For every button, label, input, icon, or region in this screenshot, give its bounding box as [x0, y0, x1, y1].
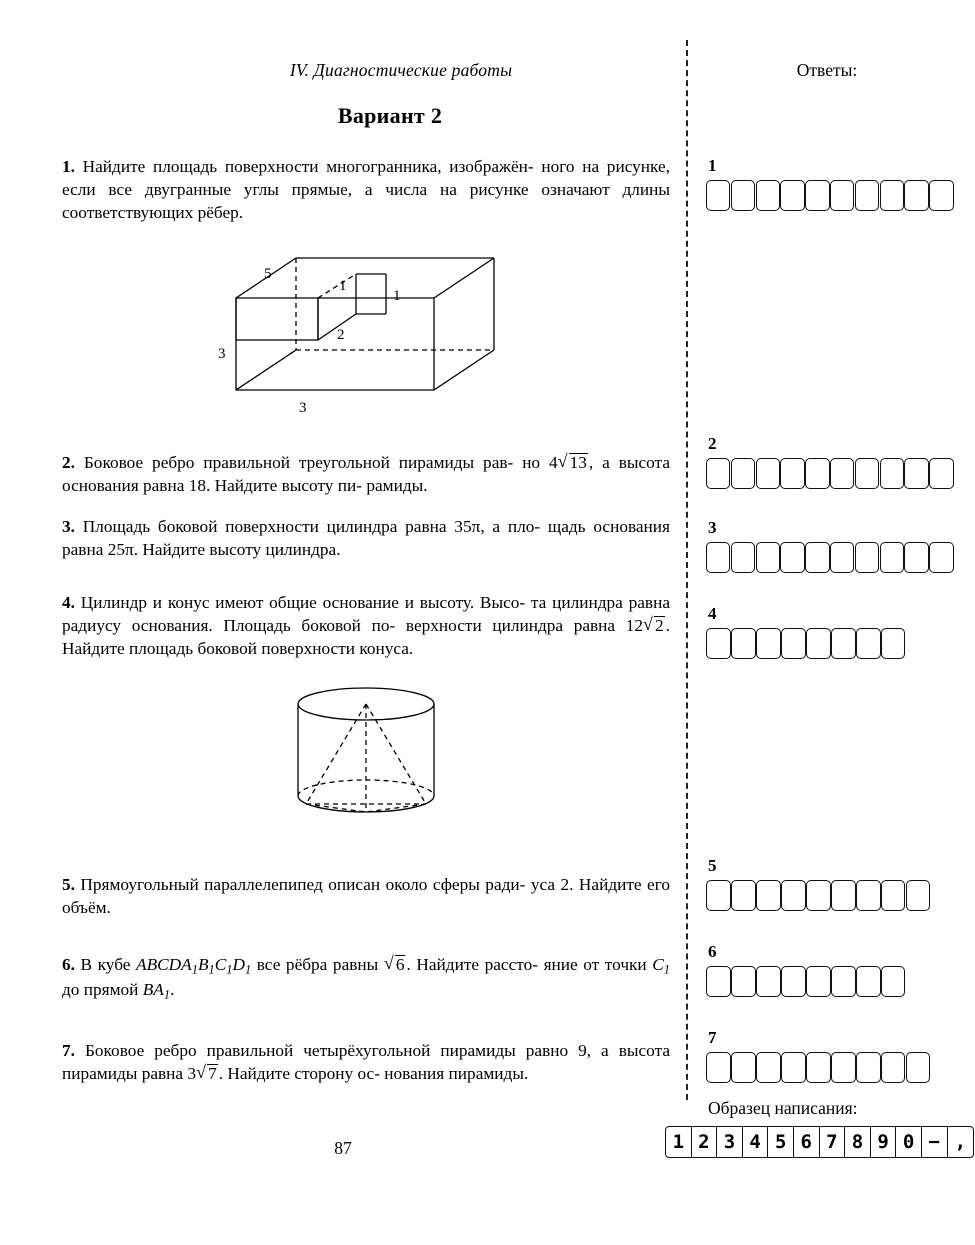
- task-7-number: 7.: [62, 1041, 75, 1061]
- answer-label-5: 5: [708, 856, 717, 875]
- task-5-line2: уса 2. Найдите его объём.: [62, 875, 670, 917]
- prism-label-1a: 1: [339, 278, 347, 294]
- answer-cell[interactable]: [929, 180, 953, 211]
- answer-cell[interactable]: [831, 966, 856, 997]
- task-7-line2b: . Найдите сторону ос-: [218, 1064, 380, 1084]
- answer-label-7: 7: [708, 1028, 717, 1047]
- task-4-line2: та цилиндра равна радиусу основания. Площадь боковой по-: [62, 593, 670, 635]
- task-7-line1: Боковое ребро правильной четырёхугольной пирамиды: [84, 1041, 516, 1061]
- cube-sub-4: 1: [244, 962, 252, 977]
- answer-cell[interactable]: [781, 880, 806, 911]
- answer-cell[interactable]: [880, 458, 904, 489]
- sample-digit: 6: [794, 1127, 820, 1157]
- answer-block-6: [706, 942, 954, 997]
- task-5-line1: Прямоугольный параллелепипед описан около сферы ради-: [80, 875, 526, 894]
- sample-digit: 8: [845, 1127, 871, 1157]
- task-2-line3: рамиды.: [366, 476, 428, 495]
- answer-cell[interactable]: [780, 180, 804, 211]
- page-number: 87: [334, 1138, 352, 1158]
- task-2-line1: Боковое ребро правильной треугольной пирамиды рав-: [83, 453, 514, 472]
- task-6-number: 6.: [62, 955, 75, 974]
- answer-boxes-2[interactable]: [706, 458, 954, 489]
- answer-cell[interactable]: [756, 628, 781, 659]
- answer-cell[interactable]: [906, 1052, 931, 1083]
- answer-cell[interactable]: [731, 180, 755, 211]
- answer-cell[interactable]: [855, 542, 879, 573]
- sample-label: Образец написания:: [708, 1098, 858, 1118]
- figure-prism-with-notch: [62, 240, 670, 425]
- sample-digit: −: [922, 1127, 948, 1157]
- task-3-line2: щадь основания равна 25π. Найдите высоту цилиндра.: [62, 517, 671, 559]
- answer-cell[interactable]: [780, 542, 804, 573]
- answer-boxes-5[interactable]: [706, 880, 954, 911]
- sqrt-7: [196, 1062, 219, 1085]
- task-7: [62, 1039, 670, 1085]
- task-6-text-b: все рёбра равны: [251, 955, 384, 974]
- answer-cell[interactable]: [756, 458, 780, 489]
- sqrt-2: [643, 614, 666, 637]
- answer-block-4: [706, 604, 954, 659]
- sample-digit: 0: [896, 1127, 922, 1157]
- sample-digit: 4: [743, 1127, 769, 1157]
- sample-digit: ,: [954, 1130, 967, 1153]
- task-2-line2b: , а высота основания равна 18. Найдите высоту пи-: [62, 453, 670, 495]
- point-c: C: [652, 955, 664, 974]
- answer-cell[interactable]: [806, 628, 831, 659]
- left-column: [62, 46, 670, 1085]
- task-2-line2a: но 4: [522, 453, 558, 472]
- answer-cell[interactable]: [731, 628, 756, 659]
- task-1-number: 1.: [62, 157, 75, 176]
- answer-cell[interactable]: [781, 966, 806, 997]
- answer-cell[interactable]: [706, 1052, 731, 1083]
- answer-label-3: 3: [708, 518, 717, 537]
- task-5: [62, 873, 670, 919]
- answer-cell[interactable]: [855, 458, 879, 489]
- answer-cell[interactable]: [731, 1052, 756, 1083]
- answers-title: Ответы:: [796, 60, 858, 80]
- task-4: [62, 591, 670, 660]
- answer-cell[interactable]: [756, 880, 781, 911]
- task-6-text-f: .: [170, 980, 175, 1000]
- answer-cell[interactable]: [881, 966, 906, 997]
- task-5-number: 5.: [62, 875, 75, 894]
- answer-cell[interactable]: [904, 458, 928, 489]
- answer-cell[interactable]: [881, 628, 906, 659]
- task-6-text-e: до прямой: [62, 980, 143, 1000]
- answers-column: [672, 46, 967, 1153]
- sample-digits-row: [665, 1126, 974, 1158]
- task-1: [62, 155, 670, 224]
- answer-cell[interactable]: [880, 542, 904, 573]
- answer-cell[interactable]: [706, 542, 730, 573]
- cube-sub-3: 1: [226, 962, 233, 977]
- answer-cell[interactable]: [706, 180, 730, 211]
- sqrt-13: [558, 451, 589, 474]
- sample-digit: 1: [666, 1127, 692, 1157]
- answer-boxes-1[interactable]: [706, 180, 954, 211]
- page-title: Вариант 2: [337, 103, 443, 128]
- task-4-line3: верхности цилиндра равна 12: [405, 616, 644, 635]
- cube-sub-2: 1: [208, 962, 215, 977]
- sample-digit: 9: [871, 1127, 897, 1157]
- answer-block-1: [706, 156, 954, 211]
- answer-cell[interactable]: [806, 1052, 831, 1083]
- answer-cell[interactable]: [781, 628, 806, 659]
- task-4-line1: Цилиндр и конус имеют общие основание и высоту. Высо-: [80, 593, 526, 612]
- answer-cell[interactable]: [806, 880, 831, 911]
- dashed-divider: [686, 40, 688, 1100]
- answer-cell[interactable]: [756, 1052, 781, 1083]
- task-7-line3: нования пирамиды.: [384, 1064, 529, 1084]
- answer-cell[interactable]: [831, 628, 856, 659]
- answer-block-5: [706, 856, 954, 911]
- task-6-text-d: яние от точки: [543, 955, 653, 974]
- answer-cell[interactable]: [805, 542, 829, 573]
- answer-cell[interactable]: [855, 180, 879, 211]
- task-3: [62, 515, 670, 561]
- answer-block-3: [706, 518, 954, 573]
- sqrt-7-radicand: 7: [208, 1064, 217, 1084]
- prism-label-3a: 3: [218, 346, 226, 362]
- task-7-line2: равно 9, а высота пирамиды равна 3: [62, 1041, 671, 1084]
- prism-label-2: 2: [337, 327, 345, 343]
- answer-cell[interactable]: [731, 458, 755, 489]
- answer-boxes-3[interactable]: [706, 542, 954, 573]
- answer-label-6: 6: [708, 942, 717, 961]
- answer-cell[interactable]: [830, 180, 854, 211]
- answer-cell[interactable]: [731, 966, 756, 997]
- answer-cell[interactable]: [706, 628, 731, 659]
- answer-cell[interactable]: [781, 1052, 806, 1083]
- answer-cell[interactable]: [830, 542, 854, 573]
- answer-block-2: [706, 434, 954, 489]
- answer-cell[interactable]: [856, 628, 881, 659]
- answer-boxes-6[interactable]: [706, 966, 954, 997]
- cube-name-c: C: [214, 955, 227, 974]
- answer-cell[interactable]: [904, 180, 928, 211]
- answer-cell[interactable]: [706, 458, 730, 489]
- answer-cell[interactable]: [805, 458, 829, 489]
- answer-cell[interactable]: [881, 1052, 906, 1083]
- task-1-line3: на рисунке означают длины соответствующих рёбер.: [62, 180, 670, 222]
- answer-cell[interactable]: [929, 542, 953, 573]
- sample-digit: 3: [717, 1127, 743, 1157]
- answer-boxes-7[interactable]: [706, 1052, 954, 1083]
- answer-cell[interactable]: [831, 1052, 856, 1083]
- task-1-line1: Найдите площадь поверхности многогранника, изображён-: [82, 157, 534, 176]
- task-2: [62, 451, 670, 497]
- answer-cell[interactable]: [780, 458, 804, 489]
- sqrt-6-radicand: 6: [395, 955, 405, 974]
- answer-cell[interactable]: [805, 180, 829, 211]
- answer-block-7: [706, 1028, 954, 1083]
- cylinder-cone-svg: [236, 678, 496, 838]
- sqrt-6: [384, 953, 407, 976]
- point-c-sub: 1: [663, 962, 670, 977]
- task-2-number: 2.: [62, 453, 75, 472]
- answer-cell[interactable]: [929, 458, 953, 489]
- answer-cell[interactable]: [830, 458, 854, 489]
- task-3-line1: Площадь боковой поверхности цилиндра равна 35π, а пло-: [82, 517, 541, 536]
- line-ba-sub: 1: [163, 987, 171, 1002]
- cube-name: ABCDA: [136, 955, 192, 974]
- task-3-number: 3.: [62, 517, 75, 536]
- answer-cell[interactable]: [756, 966, 781, 997]
- task-6-text-c: . Найдите рассто-: [406, 955, 538, 974]
- task-6: [62, 953, 670, 1003]
- figure-cylinder-cone: [62, 678, 670, 843]
- sample-digit: 5: [768, 1127, 794, 1157]
- answer-cell[interactable]: [706, 966, 731, 997]
- answer-cell[interactable]: [856, 1052, 881, 1083]
- sqrt-2-radicand: 2: [655, 616, 664, 635]
- answer-cell[interactable]: [881, 880, 906, 911]
- prism-label-1b: 1: [393, 288, 401, 304]
- answer-cell[interactable]: [906, 880, 931, 911]
- task-4-line3b: . Найдите площадь боковой: [62, 616, 670, 658]
- answer-cell[interactable]: [856, 966, 881, 997]
- prism-label-5: 5: [264, 266, 272, 282]
- prism-svg: [196, 240, 536, 420]
- answer-cell[interactable]: [856, 880, 881, 911]
- answer-cell[interactable]: [756, 180, 780, 211]
- cube-name-b: B: [197, 955, 209, 974]
- answer-boxes-4[interactable]: [706, 628, 954, 659]
- answer-cell[interactable]: [880, 180, 904, 211]
- answer-cell[interactable]: [904, 542, 928, 573]
- task-4-line4: поверхности конуса.: [261, 639, 414, 658]
- prism-label-3b: 3: [299, 400, 307, 416]
- answer-label-1: 1: [708, 156, 717, 175]
- answer-label-4: 4: [708, 604, 717, 623]
- task-1-line2: ного на рисунке, если все двугранные углы прямые, а числа: [62, 157, 670, 199]
- answer-cell[interactable]: [831, 880, 856, 911]
- answer-cell[interactable]: [706, 880, 731, 911]
- running-head: IV. Диагностические работы: [289, 60, 513, 80]
- sample-digit: 2: [692, 1127, 718, 1157]
- cube-name-d: D: [232, 955, 245, 974]
- task-4-number: 4.: [62, 593, 75, 612]
- line-ba: BA: [142, 980, 164, 1000]
- answer-label-2: 2: [708, 434, 717, 453]
- answer-cell[interactable]: [731, 880, 756, 911]
- task-6-text-a: В кубе: [80, 955, 137, 974]
- sample-digit: 7: [820, 1127, 846, 1157]
- answer-cell[interactable]: [731, 542, 755, 573]
- answer-cell[interactable]: [756, 542, 780, 573]
- sqrt-13-radicand: 13: [569, 453, 587, 472]
- answer-cell[interactable]: [806, 966, 831, 997]
- cube-sub-1: 1: [191, 962, 198, 977]
